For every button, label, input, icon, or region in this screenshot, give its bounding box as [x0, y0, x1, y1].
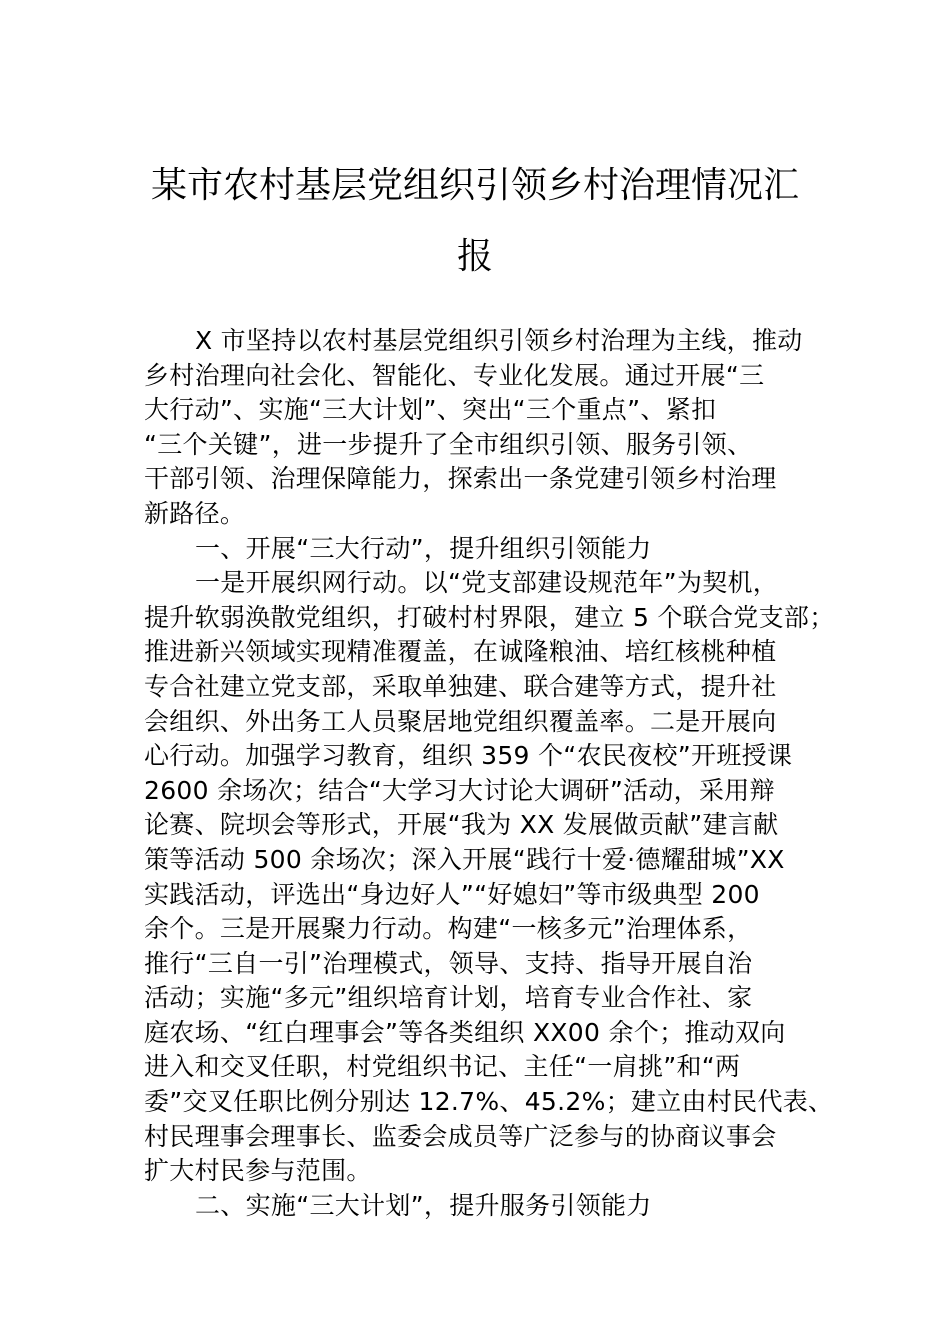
- section-heading: 二、实施“三大计划”，提升服务引领能力: [195, 1190, 652, 1220]
- text-line: 推行“三自一引”治理模式，领导、支持、指导开展自治: [144, 948, 753, 978]
- text-line: 提升软弱涣散党组织，打破村村界限，建立 5 个联合党支部；: [144, 602, 835, 632]
- text-line: 一是开展织网行动。以“党支部建设规范年”为契机，: [195, 568, 779, 598]
- text-line: 扩大村民参与范围。: [144, 1156, 372, 1186]
- text-line: 进入和交叉任职，村党组织书记、主任“一肩挑”和“两: [144, 1052, 741, 1082]
- text-line: 2600 余场次；结合“大学习大讨论大调研”活动，采用辩: [144, 775, 775, 805]
- section-heading: 一、开展“三大行动”，提升组织引领能力: [195, 533, 652, 563]
- text-line: 庭农场、“红白理事会”等各类组织 XX00 余个；推动双向: [144, 1017, 786, 1047]
- text-line: 干部引领、治理保障能力，探索出一条党建引领乡村治理: [144, 464, 777, 494]
- text-line: 会组织、外出务工人员聚居地党组织覆盖率。二是开展向: [144, 706, 777, 736]
- text-line: 论赛、院坝会等形式，开展“我为 XX 发展做贡献”建言献: [144, 810, 779, 840]
- text-line: 心行动。加强学习教育，组织 359 个“农民夜校”开班授课: [144, 741, 793, 771]
- text-line: 活动；实施“多元”组织培育计划，培育专业合作社、家: [144, 983, 753, 1013]
- document-title-line-1: 某市农村基层党组织引领乡村治理情况汇: [150, 165, 799, 206]
- text-line: 委”交叉任职比例分别达 12.7%、45.2%；建立由村民代表、: [144, 1087, 834, 1117]
- text-line: “三个关键”，进一步提升了全市组织引领、服务引领、: [144, 429, 753, 459]
- text-line: 专合社建立党支部，采取单独建、联合建等方式，提升社: [144, 671, 777, 701]
- document-body: [144, 324, 835, 1223]
- document-title-line-2: 报: [456, 236, 493, 277]
- text-line: 余个。三是开展聚力行动。构建“一核多元”治理体系，: [144, 914, 753, 944]
- text-line: 大行动”、实施“三大计划”、突出“三个重点”、紧扣: [144, 395, 717, 425]
- text-line: 实践活动，评选出“身边好人”“好媳妇”等市级典型 200: [144, 879, 760, 909]
- text-line: 新路径。: [144, 498, 246, 528]
- text-line: 村民理事会理事长、监委会成员等广泛参与的协商议事会: [144, 1121, 777, 1151]
- text-line: 乡村治理向社会化、智能化、专业化发展。通过开展“三: [144, 360, 765, 390]
- text-line: X 市坚持以农村基层党组织引领乡村治理为主线，推动: [195, 326, 803, 355]
- text-line: 推进新兴领域实现精准覆盖，在诚隆粮油、培红核桃种植: [144, 637, 777, 667]
- text-line: 策等活动 500 余场次；深入开展“践行十爱·德耀甜城”XX: [144, 844, 785, 874]
